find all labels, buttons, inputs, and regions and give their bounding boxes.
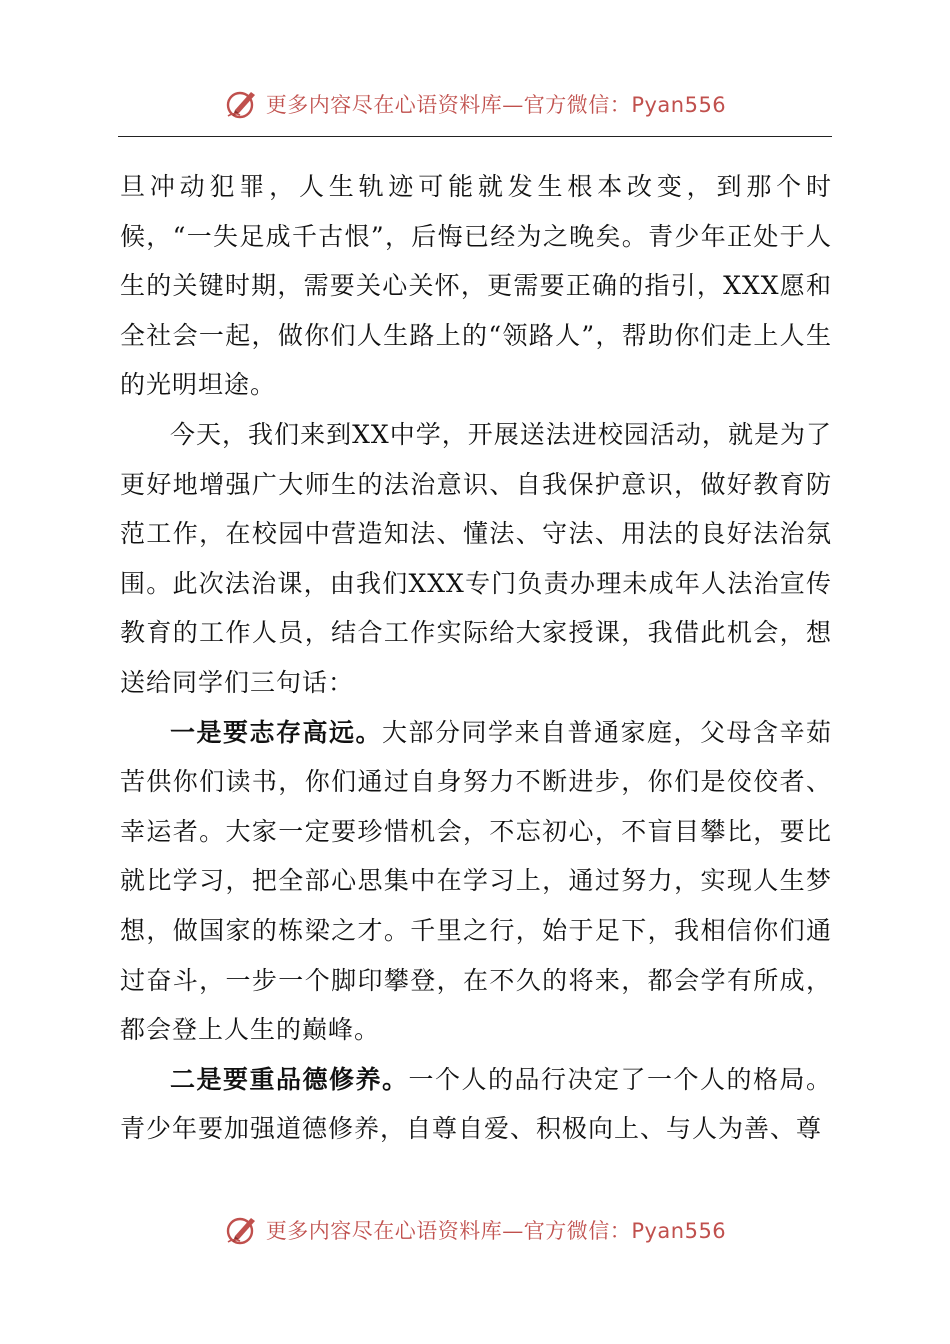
header-wechat-id: Pyan556: [631, 93, 727, 117]
paragraph-1: [120, 162, 832, 410]
pen-logo-icon: [224, 1212, 260, 1248]
paragraph-4: [120, 1055, 832, 1154]
footer-wechat-id: Pyan556: [631, 1219, 727, 1243]
paragraph-4-text: 一个人的品行决定了一个人的格局。青少年要加强道德修养，自尊自爱、积极向上、与人为善、尊: [120, 1064, 832, 1144]
header-banner-label: 更多内容尽在心语资料库—官方微信：: [265, 93, 632, 117]
document-body: [120, 162, 832, 1154]
paragraph-4-heading: 二是要重品德修养。: [170, 1064, 409, 1094]
footer-banner: [0, 1208, 950, 1252]
footer-banner-label: 更多内容尽在心语资料库—官方微信：: [265, 1219, 632, 1243]
paragraph-2-text: 今天，我们来到XX中学，开展送法进校园活动，就是为了更好地增强广大师生的法治意识、自我保护意识，做好教育防范工作，在校园中营造知法、懂法、守法、用法的良好法治氛围。此次法治课，由我们XXX专门负责办理未成年人法治宣传教育的工作人员，结合工作实际给大家授课，我借此机会，想送给同学们三句话：: [120, 419, 832, 697]
paragraph-1-text: 旦冲动犯罪，人生轨迹可能就发生根本改变，到那个时候，“一失足成千古恨”，后悔已经为之晚矣。青少年正处于人生的关键时期，需要关心关怀，更需要正确的指引，XXX愿和全社会一起，做你们人生路上的“领路人”，帮助你们走上人生的光明坦途。: [120, 172, 832, 400]
footer-banner-text: [266, 1215, 726, 1245]
pen-logo-icon: [224, 86, 260, 122]
header-divider: [118, 136, 832, 137]
paragraph-3-text: 大部分同学来自普通家庭，父母含辛茹苦供你们读书，你们通过自身努力不断进步，你们是佼佼者、幸运者。大家一定要珍惜机会，不忘初心，不盲目攀比，要比就比学习，把全部心思集中在学习上，通过努力，实现人生梦想，做国家的栋梁之才。千里之行，始于足下，我相信你们通过奋斗，一步一个脚印攀登，在不久的将来，都会学有所成，都会登上人生的巅峰。: [120, 717, 832, 1045]
paragraph-3-heading: 一是要志存高远。: [170, 717, 382, 747]
paragraph-3: [120, 708, 832, 1055]
header-banner: [0, 82, 950, 126]
header-banner-text: [266, 89, 726, 119]
paragraph-2: [120, 410, 832, 708]
